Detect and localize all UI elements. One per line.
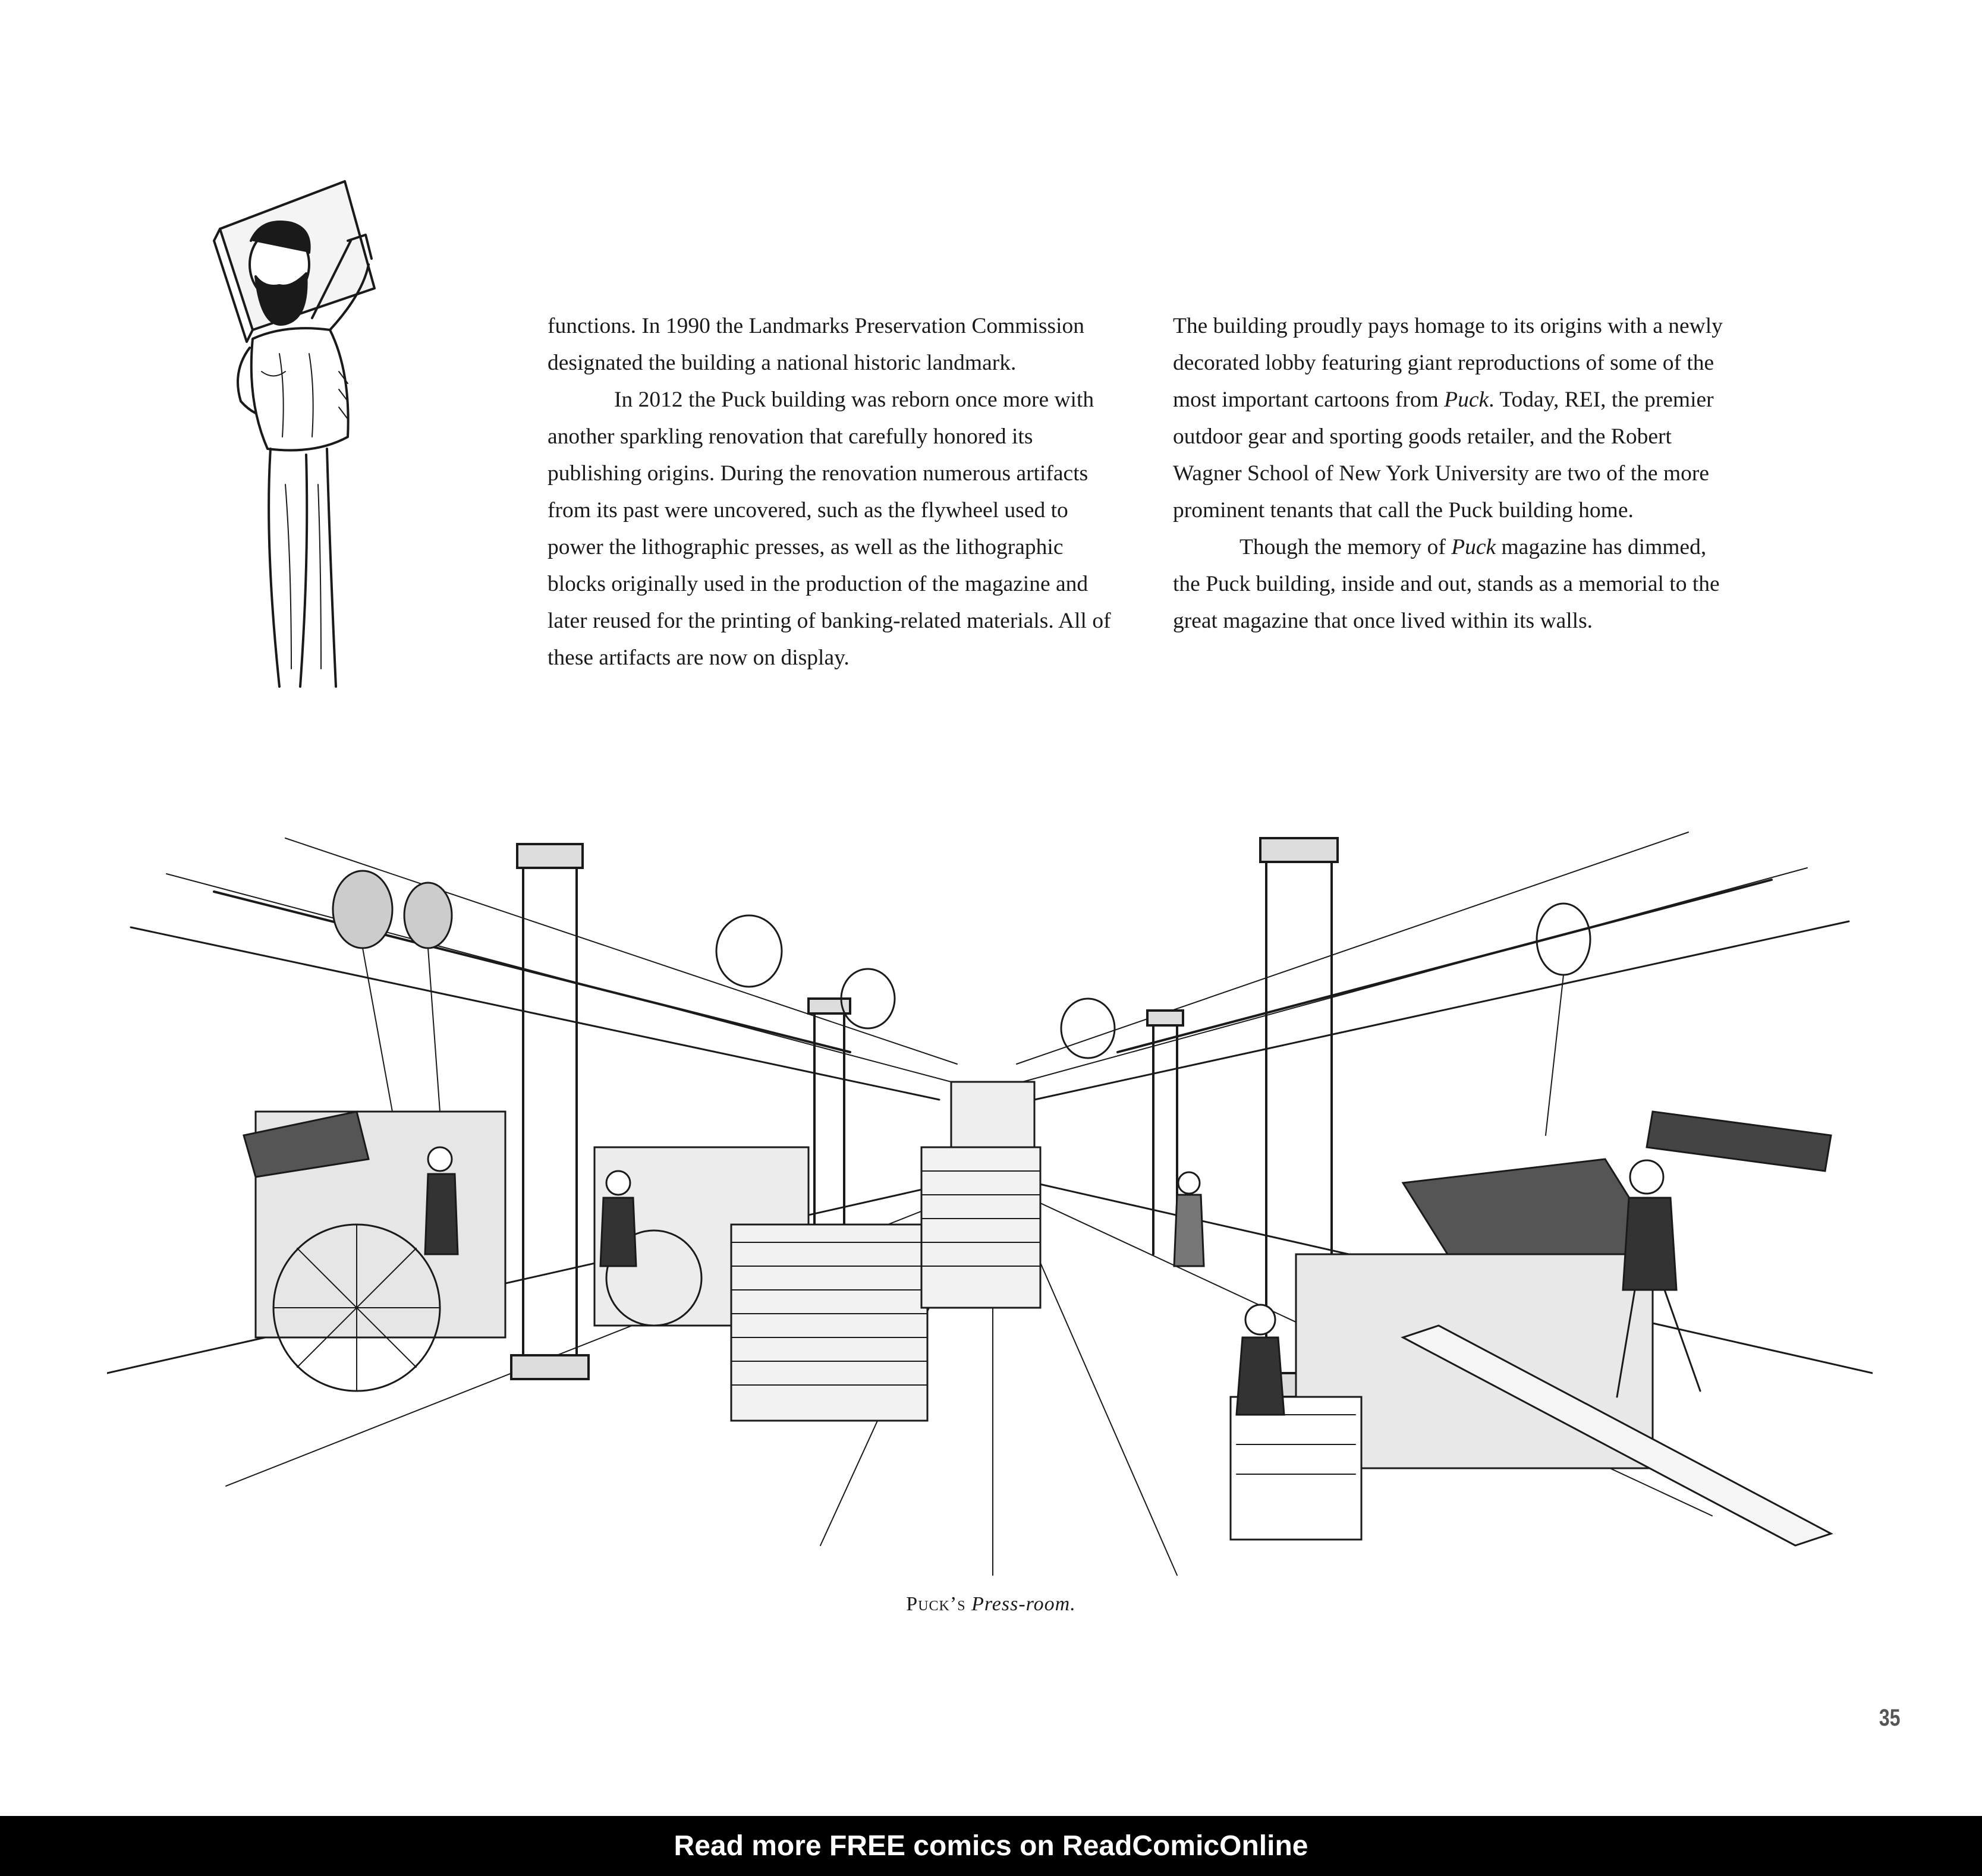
article-column-left (548, 308, 1118, 676)
magazine-title: Puck (1444, 388, 1489, 412)
article-paragraph: functions. In 1990 the Landmarks Preservation Commission designated the building a national historic landmark. (548, 314, 1085, 375)
text-run: Though the memory of (1239, 535, 1452, 559)
article-paragraph (1173, 529, 1738, 640)
text-run: The building proudly pays homage to its origins with a newly decorated lobby featuring giant reproductions of some of the most important cartoons from (1173, 314, 1723, 412)
article-paragraph: In 2012 the Puck building was reborn once more with another sparkling renovation that carefully honored its publishing origins. During the renovation numerous artifacts from its past were uncovered, such as the flywheel used to power the lithographic presses, as well as the lithographic blocks originally used in the production of the magazine and later reused for the printing of banking-related materials. All of these artifacts are now on display. (548, 388, 1111, 670)
caption-name: Puck’s (906, 1593, 966, 1615)
banner-text[interactable]: Read more FREE comics on ReadComicOnline (674, 1830, 1308, 1862)
press-room-illustration-icon (107, 802, 1873, 1623)
text-run: . Today, REI, the premier outdoor gear and sporting goods retailer, and the Robert Wagner School of New York University are two of the more prominent tenants that call the Puck building home. (1173, 388, 1714, 522)
text-run: magazine has dimmed, the Puck building, inside and out, stands as a memorial to the great magazine that once lived within its walls. (1173, 535, 1720, 633)
article-column-right (1173, 308, 1738, 640)
article-paragraph (1173, 308, 1738, 529)
illustration-caption (0, 1593, 1982, 1616)
footer-banner[interactable] (0, 1816, 1982, 1876)
page-number: 35 (1879, 1705, 1900, 1731)
magazine-title: Puck (1451, 535, 1496, 559)
lithographer-illustration-icon (196, 175, 428, 698)
caption-title: Press-room. (971, 1593, 1076, 1615)
